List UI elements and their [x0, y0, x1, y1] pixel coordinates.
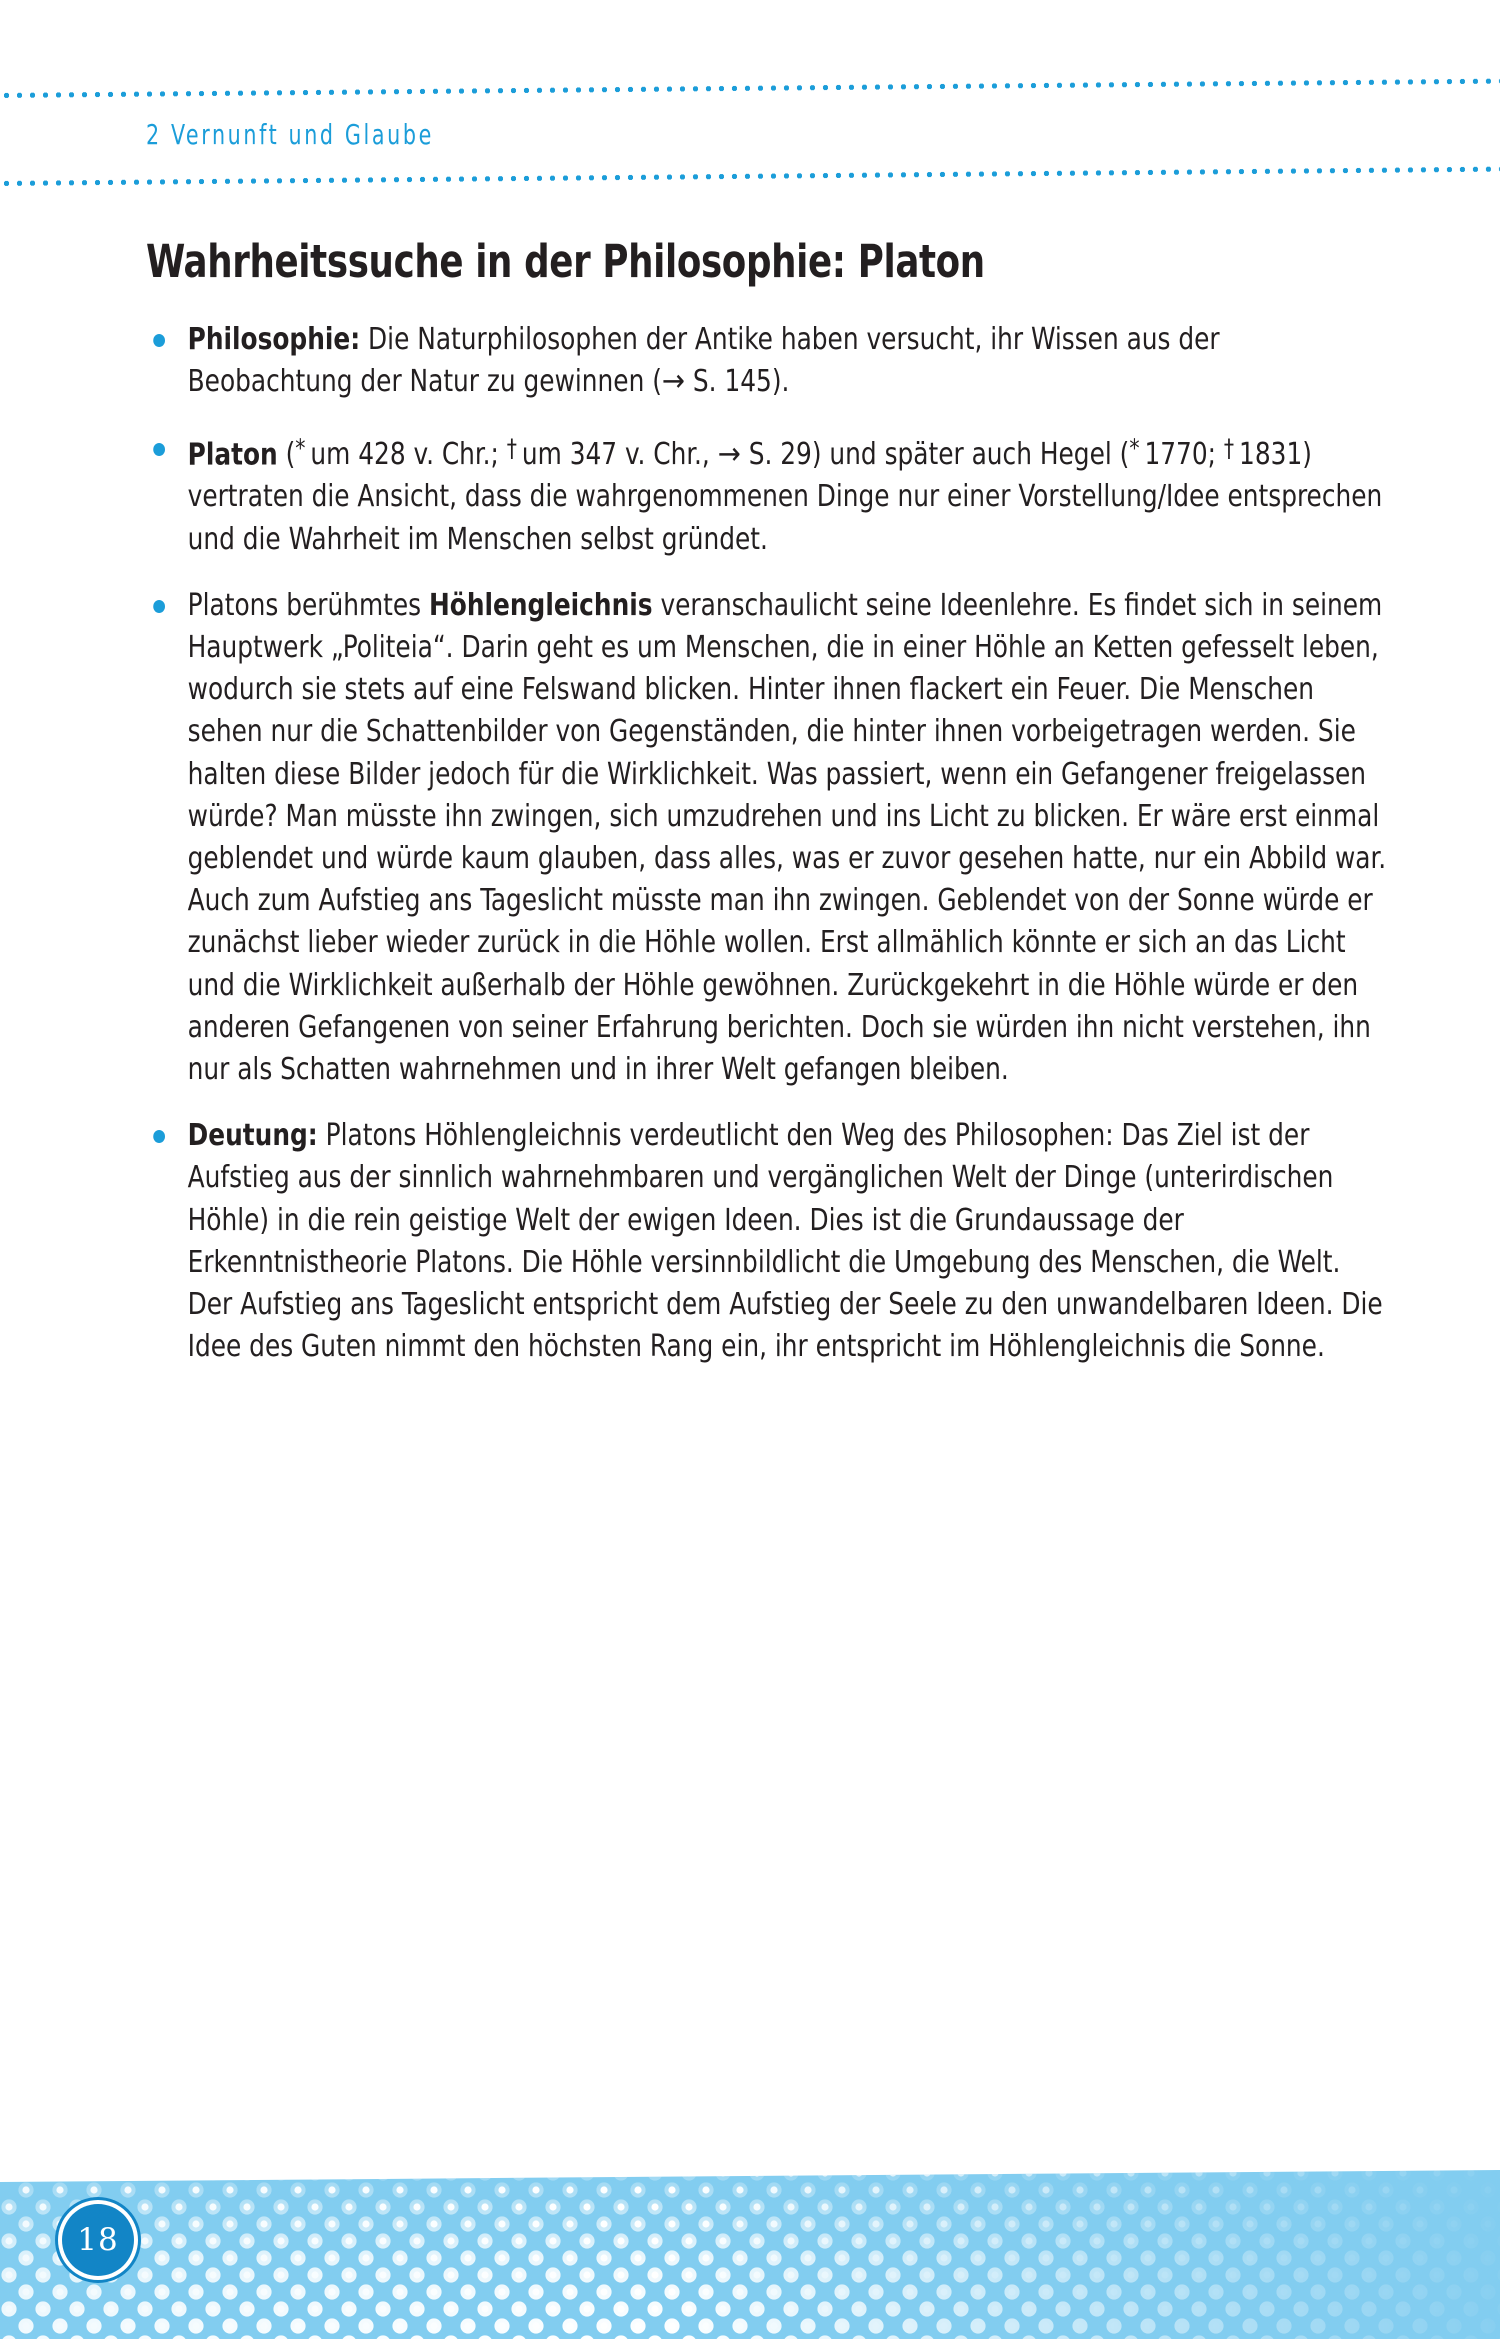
list-item-text: (* um 428 v. Chr.; † um 347 v. Chr., → S. 29) und später auch Hegel (* 1770; † 1831) vertraten die Ansicht, dass die wahrgenommenen Dinge nur einer Vorstellung/Idee entsprechen und die Wahrheit im Menschen selbst gründet. [187, 433, 1383, 557]
list-item [146, 585, 1388, 1091]
page-title: Wahrheitssuche in der Philosophie: Platon [146, 235, 985, 288]
list-item-lead: Platon [187, 437, 278, 473]
list-item-text: Platons Höhlengleichnis verdeutlicht den Weg des Philosophen: Das Ziel ist der Aufstieg aus der sinnlich wahrnehmbaren und vergänglichen Welt der Dinge (unterirdischen Höhle) in die rein geistige Welt der ewigen Ideen. Dies ist die Grundaussage der Erkenntnistheorie Platons. Die Höhle versinnbildlicht die Umgebung des Menschen, die Welt. Der Aufstieg ans Tageslicht entspricht dem Aufstieg der Seele zu den unwandelbaren Ideen. Die Idee des Guten nimmt den höchsten Rang ein, ihr entspricht im Höhlengleichnis die Sonne. [187, 1118, 1383, 1365]
page-content [146, 235, 1387, 1368]
list-item [146, 1115, 1388, 1368]
list-item-text: Die Naturphilosophen der Antike haben versucht, ihr Wissen aus der Beobachtung der Natur zu gewinnen (→ S. 145). [187, 322, 1220, 400]
running-head-label: 2 Vernunft und Glaube [146, 118, 434, 151]
bullet-list [146, 319, 1387, 1368]
list-item-lead: Philosophie: [187, 322, 361, 358]
footer-decoration [0, 2164, 1500, 2339]
dotted-rule-bottom [0, 162, 1500, 190]
dotted-rule-top [0, 74, 1500, 102]
page-number-badge: 18 [62, 2204, 134, 2276]
list-item [146, 319, 1388, 403]
list-item-text: Platons berühmtes Höhlengleichnis veranschaulicht seine Ideenlehre. Es findet sich in seinem Hauptwerk „Politeia“. Darin geht es um Menschen, die in einer Höhle an Ketten gefesselt leben, wodurch sie stets auf eine Felswand blicken. Hinter ihnen flackert ein Feuer. Die Menschen sehen nur die Schattenbilder von Gegenständen, die hinter ihnen vorbeigetragen werden. Sie halten diese Bilder jedoch für die Wirklichkeit. Was passiert, wenn ein Gefangener freigelassen würde? Man müsste ihn zwingen, sich umzudrehen und ins Licht zu blicken. Er wäre erst einmal geblendet und würde kaum glauben, dass alles, was er zuvor gesehen hatte, nur ein Abbild war. Auch zum Aufstieg ans Tageslicht müsste man ihn zwingen. Geblendet von der Sonne würde er zunächst lieber wieder zurück in die Höhle wollen. Erst allmählich könnte er sich an das Licht und die Wirklichkeit außerhalb der Höhle gewöhnen. Zurückgekehrt in die Höhle würde er den anderen Gefangenen von seiner Erfahrung berichten. Doch sie würden ihn nicht verstehen, ihn nur als Schatten wahrnehmen und in ihrer Welt gefangen bleiben. [187, 587, 1387, 1087]
list-item [146, 428, 1388, 561]
running-head [0, 80, 1500, 200]
list-item-lead: Deutung: [187, 1118, 318, 1154]
halftone-band [0, 2164, 1500, 2339]
